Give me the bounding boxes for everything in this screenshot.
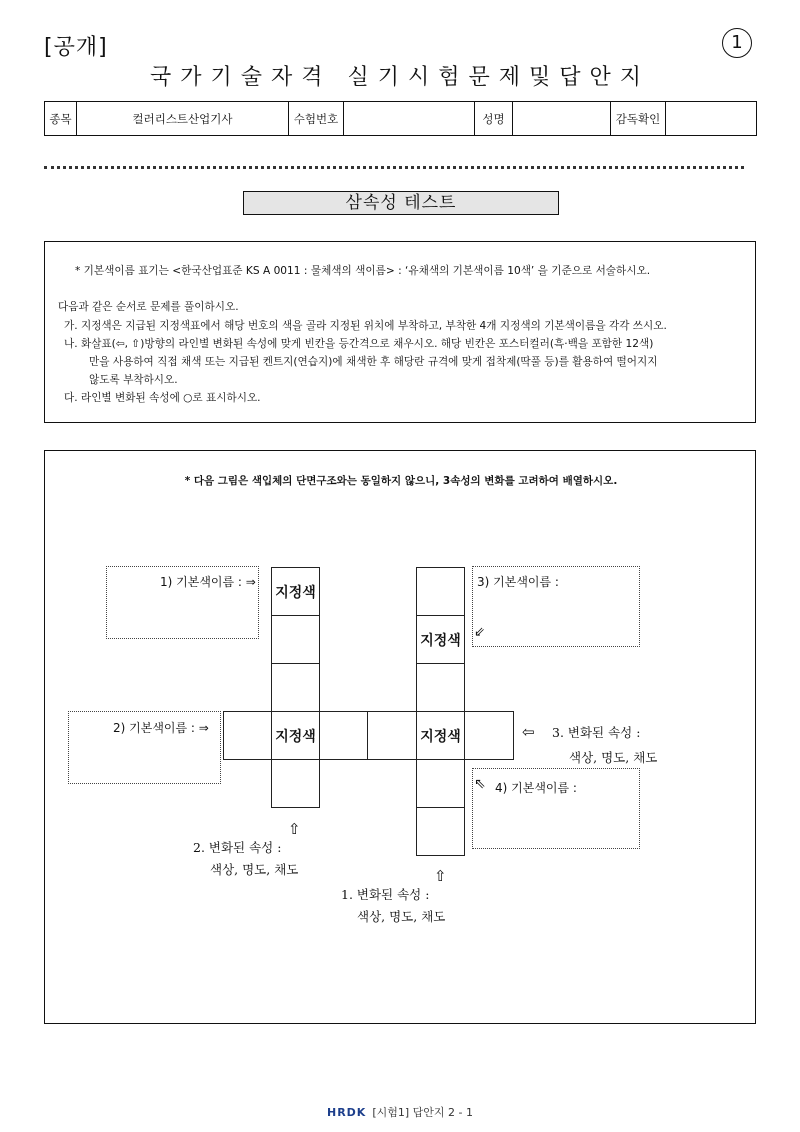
exam-number-label: 수험번호 <box>289 102 344 135</box>
name-label: 성명 <box>475 102 513 135</box>
footer-text: [시험1] 답안지 2 - 1 <box>372 1106 473 1119</box>
designated-color-cell-1[interactable] <box>271 567 320 616</box>
designated-color-label: 지정색 <box>275 584 316 601</box>
changed-attribute-1-title: 1. 변화된 속성 : <box>341 887 430 902</box>
changed-attribute-2-title: 2. 변화된 속성 : <box>193 840 282 855</box>
name-field[interactable] <box>513 102 611 135</box>
instructions-box <box>44 241 756 423</box>
blank-cell[interactable] <box>271 759 320 808</box>
blank-cell[interactable] <box>464 711 514 760</box>
basic-color-name-label-3: 3) 기본색이름 : <box>477 575 559 589</box>
blank-cell[interactable] <box>416 807 465 856</box>
designated-color-cell-3[interactable] <box>416 615 465 664</box>
field-label: 종목 <box>45 102 77 135</box>
designated-color-cell-4[interactable] <box>416 711 465 760</box>
blank-cell[interactable] <box>416 567 465 616</box>
arrow-upleft-icon: ⇖ <box>474 776 486 792</box>
arrow-up-icon: ⇧ <box>434 867 447 885</box>
subject-title: 삼속성 테스트 <box>243 191 559 215</box>
changed-attribute-2-options[interactable]: 색상, 명도, 채도 <box>210 862 299 877</box>
footer <box>0 1104 800 1120</box>
changed-attribute-1-options[interactable]: 색상, 명도, 채도 <box>357 909 446 924</box>
basic-color-name-label-4: 4) 기본색이름 : <box>495 781 577 795</box>
arrow-up-icon: ⇧ <box>288 820 301 838</box>
instruction-item-na-line2: 만을 사용하여 직접 채색 또는 지급된 켄트지(연습지)에 채색한 후 해당란 규격에 맞게 접착제(딱풀 등)를 활용하여 떨어지지 <box>89 356 658 368</box>
blank-cell[interactable] <box>271 615 320 664</box>
changed-attribute-3-options[interactable]: 색상, 명도, 채도 <box>569 750 658 765</box>
figure-note: * 다음 그림은 색입체의 단면구조와는 동일하지 않으니, 3속성의 변화를 고려하여 배열하시오. <box>184 475 618 487</box>
instruction-intro: 다음과 같은 순서로 문제를 풀이하시오. <box>58 301 239 313</box>
page-number-circle: 1 <box>722 28 752 58</box>
arrow-downleft-icon: ⇙ <box>474 625 485 640</box>
designated-color-cell-2[interactable] <box>271 711 320 760</box>
blank-cell[interactable] <box>416 663 465 712</box>
arrow-left-icon: ⇦ <box>522 723 535 741</box>
answer-figure <box>44 450 756 1024</box>
info-table <box>44 101 757 136</box>
divider <box>44 166 744 169</box>
blank-cell[interactable] <box>367 711 417 760</box>
instruction-item-na: 나. 화살표(⇦, ⇧)방향의 라인별 변화된 속성에 맞게 빈칸을 등간격으로 채우시오. 해당 빈칸은 포스터컬러(흑·백을 포함한 12색) <box>64 338 654 350</box>
basic-color-name-label-2: 2) 기본색이름 : ⇒ <box>113 721 209 735</box>
designated-color-label: 지정색 <box>420 632 461 649</box>
hrdk-logo: HRDK <box>326 1106 367 1119</box>
instruction-item-ga: 가. 지정색은 지급된 지정색표에서 해당 번호의 색을 골라 지정된 위치에 부착하고, 부착한 4개 지정색의 기본색이름을 각각 쓰시오. <box>64 320 667 332</box>
page-title: 국가기술자격 실기시험문제및답안지 <box>149 65 651 90</box>
designated-color-label: 지정색 <box>275 728 316 745</box>
supervisor-field[interactable] <box>666 102 756 135</box>
blank-cell[interactable] <box>223 711 272 760</box>
instruction-item-da: 다. 라인별 변화된 속성에 ○로 표시하시오. <box>64 392 261 404</box>
blank-cell[interactable] <box>271 663 320 712</box>
instruction-note: * 기본색이름 표기는 <한국산업표준 KS A 0011 : 물체색의 색이름> : ‘유채색의 기본색이름 10색’ 을 기준으로 서술하시오. <box>75 265 651 277</box>
designated-color-label: 지정색 <box>420 728 461 745</box>
blank-cell[interactable] <box>319 711 368 760</box>
blank-cell[interactable] <box>416 759 465 808</box>
basic-color-name-label-1: 1) 기본색이름 : ⇒ <box>160 575 256 589</box>
supervisor-label: 감독확인 <box>611 102 666 135</box>
public-tag: [공개] <box>44 35 108 60</box>
exam-number-field[interactable] <box>344 102 475 135</box>
instruction-item-na-line3: 않도록 부착하시오. <box>89 374 178 386</box>
field-value: 컬러리스트산업기사 <box>77 102 289 135</box>
changed-attribute-3-title: 3. 변화된 속성 : <box>552 725 641 740</box>
